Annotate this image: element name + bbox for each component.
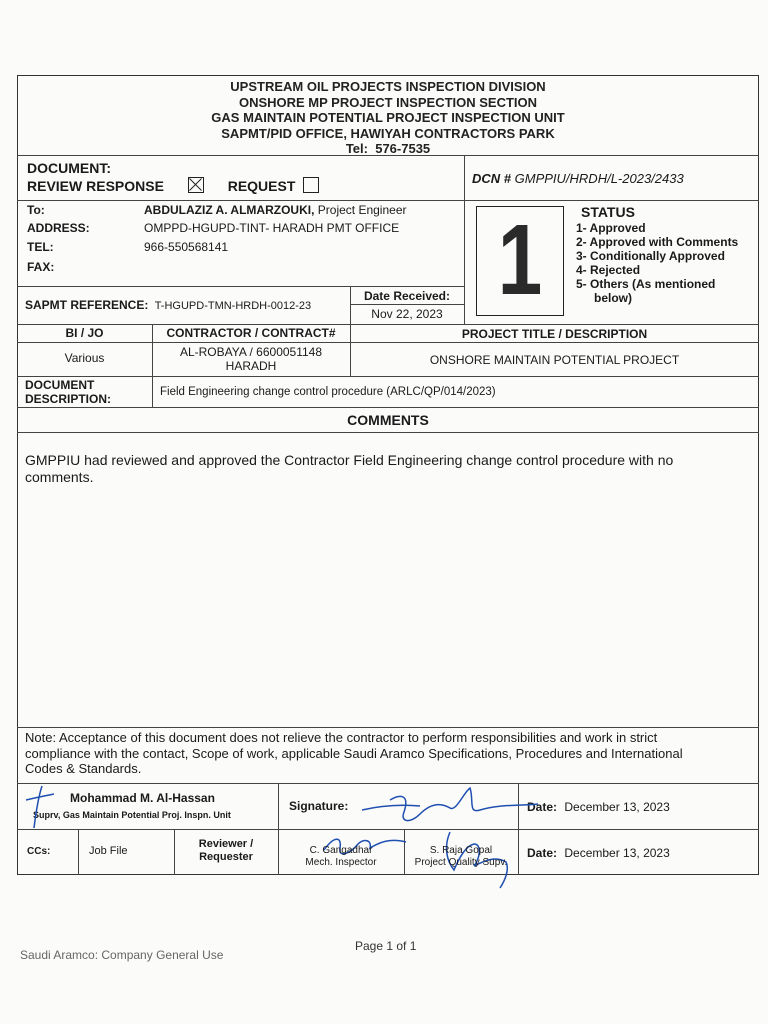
document-label: DOCUMENT: [27, 160, 111, 176]
sapmt-reference [25, 298, 311, 312]
vrule-status [464, 155, 465, 324]
ccs-date [527, 846, 670, 860]
header-tel-value: 576-7535 [375, 141, 431, 156]
status-item: 3- Conditionally Approved [576, 249, 725, 263]
cell-bijo: Various [64, 351, 105, 365]
rule-date-received [350, 304, 464, 305]
review-response-row [27, 177, 319, 194]
cc-inspector [278, 845, 404, 869]
rule-comments-title [17, 432, 759, 433]
col-header-project: PROJECT TITLE / DESCRIPTION [461, 327, 648, 341]
description-label-line: DOCUMENT [25, 378, 95, 392]
signoff-date [527, 800, 670, 814]
status-box [476, 206, 564, 316]
rule-note [17, 727, 759, 728]
rule-recipient [17, 286, 464, 287]
header-tel-label: Tel: [345, 141, 368, 156]
to-name: ABDULAZIZ A. ALMARZOUKI, [144, 203, 315, 217]
ccs-job-file: Job File [89, 845, 128, 857]
cc-inspector-title: Mech. Inspector [305, 857, 377, 868]
reviewer-line: Reviewer / [198, 838, 254, 850]
signoff-date-value: December 13, 2023 [564, 800, 670, 814]
comments-line: comments. [25, 469, 94, 485]
approver-signature [360, 784, 540, 828]
signoff-date-label: Date: [527, 800, 558, 814]
ccs-date-value: December 13, 2023 [564, 846, 670, 860]
ccs-date-label: Date: [527, 846, 558, 860]
note-line: compliance with the contact, Scope of work, applicable Saudi Aramco Specifications, Procedures and International [25, 745, 683, 761]
col-header-contractor: CONTRACTOR / CONTRACT# [166, 326, 336, 340]
rule-table-header [17, 342, 759, 343]
sapmt-reference-value: T-HGUPD-TMN-HRDH-0012-23 [154, 300, 312, 312]
tel-label: TEL: [27, 240, 54, 254]
description-label [25, 378, 111, 406]
request-checkbox[interactable] [303, 177, 319, 193]
status-title: STATUS [581, 204, 635, 220]
signoff-title: Suprv, Gas Maintain Potential Proj. Inspn. Unit [33, 810, 231, 820]
dcn-number [472, 171, 684, 186]
cell-project-title: ONSHORE MAINTAIN POTENTIAL PROJECT [429, 353, 680, 367]
header-line: SAPMT/PID OFFICE, HAWIYAH CONTRACTORS PARK [221, 125, 555, 141]
comments-title: COMMENTS [347, 412, 429, 428]
signature-label: Signature: [289, 799, 349, 813]
fax-label: FAX: [27, 260, 55, 274]
rule-ccs [17, 829, 759, 830]
sapmt-reference-label: SAPMT REFERENCE: [25, 298, 149, 312]
cell-contractor-line: HARADH [225, 359, 277, 373]
approver-initial-mark [20, 782, 60, 832]
cell-contractor [152, 345, 350, 373]
request-label: REQUEST [227, 178, 296, 194]
signoff-name: Mohammad M. Al-Hassan [70, 791, 215, 805]
rule-table-row [17, 376, 759, 377]
cc-supervisor [404, 845, 518, 869]
page-number: Page 1 of 1 [355, 939, 417, 953]
cc-supervisor-title: Project Quality Supv. [414, 857, 508, 868]
header-line: UPSTREAM OIL PROJECTS INSPECTION DIVISION [230, 79, 546, 94]
to-title: Project Engineer [317, 203, 407, 217]
comments-line: GMPPIU had reviewed and approved the Contractor Field Engineering change control procedure with no [25, 452, 674, 468]
review-response-label: REVIEW RESPONSE [27, 178, 164, 194]
rule-reference [17, 324, 759, 325]
header-line: GAS MAINTAIN POTENTIAL PROJECT INSPECTION UNIT [211, 110, 565, 125]
description-value: Field Engineering change control procedure (ARLC/QP/014/2023) [160, 386, 496, 398]
vrule-ccs [78, 829, 79, 875]
comments-body [25, 452, 753, 486]
ccs-label: CCs: [27, 846, 51, 857]
cell-contractor-line: AL-ROBAYA / 6600051148 [179, 345, 323, 359]
dcn-value: GMPPIU/HRDH/L-2023/2433 [514, 171, 684, 186]
cc-supervisor-name: S. Raja Gopal [429, 845, 493, 856]
address-value: OMPPD-HGUPD-TINT- HARADH PMT OFFICE [144, 221, 400, 235]
status-number: 1 [497, 204, 543, 316]
status-list [576, 221, 738, 305]
status-item: 5- Others (As mentioned [576, 277, 716, 291]
header-tel [17, 141, 759, 157]
to-label: To: [27, 203, 45, 217]
note-line: Codes & Standards. [25, 761, 142, 776]
header-block [17, 79, 759, 157]
classification-label: Saudi Aramco: Company General Use [20, 948, 224, 962]
description-label-line: DESCRIPTION: [25, 392, 112, 406]
status-item-cont: below) [594, 291, 632, 305]
status-item: 2- Approved with Comments [576, 235, 739, 249]
cc-inspector-name: C. Gangadhar [309, 845, 373, 856]
tel-value: 966-550568141 [144, 240, 229, 254]
date-received-label: Date Received: [363, 289, 451, 303]
note-block [25, 730, 753, 777]
rule-description [17, 407, 759, 408]
review-response-checkbox[interactable] [188, 177, 204, 193]
reviewer-requester [174, 838, 278, 864]
status-item: 1- Approved [576, 221, 646, 235]
col-header-bijo: BI / JO [65, 326, 104, 340]
rule-document [17, 200, 759, 201]
reviewer-line: Requester [199, 851, 253, 863]
date-received-value: Nov 22, 2023 [371, 307, 443, 321]
note-line: Note: Acceptance of this document does not relieve the contractor to perform responsibilities and work in strict [25, 730, 658, 745]
address-label: ADDRESS: [27, 221, 90, 235]
status-item: 4- Rejected [576, 263, 641, 277]
to-value [144, 203, 406, 217]
dcn-label: DCN # [472, 171, 512, 186]
header-line: ONSHORE MP PROJECT INSPECTION SECTION [238, 94, 538, 110]
